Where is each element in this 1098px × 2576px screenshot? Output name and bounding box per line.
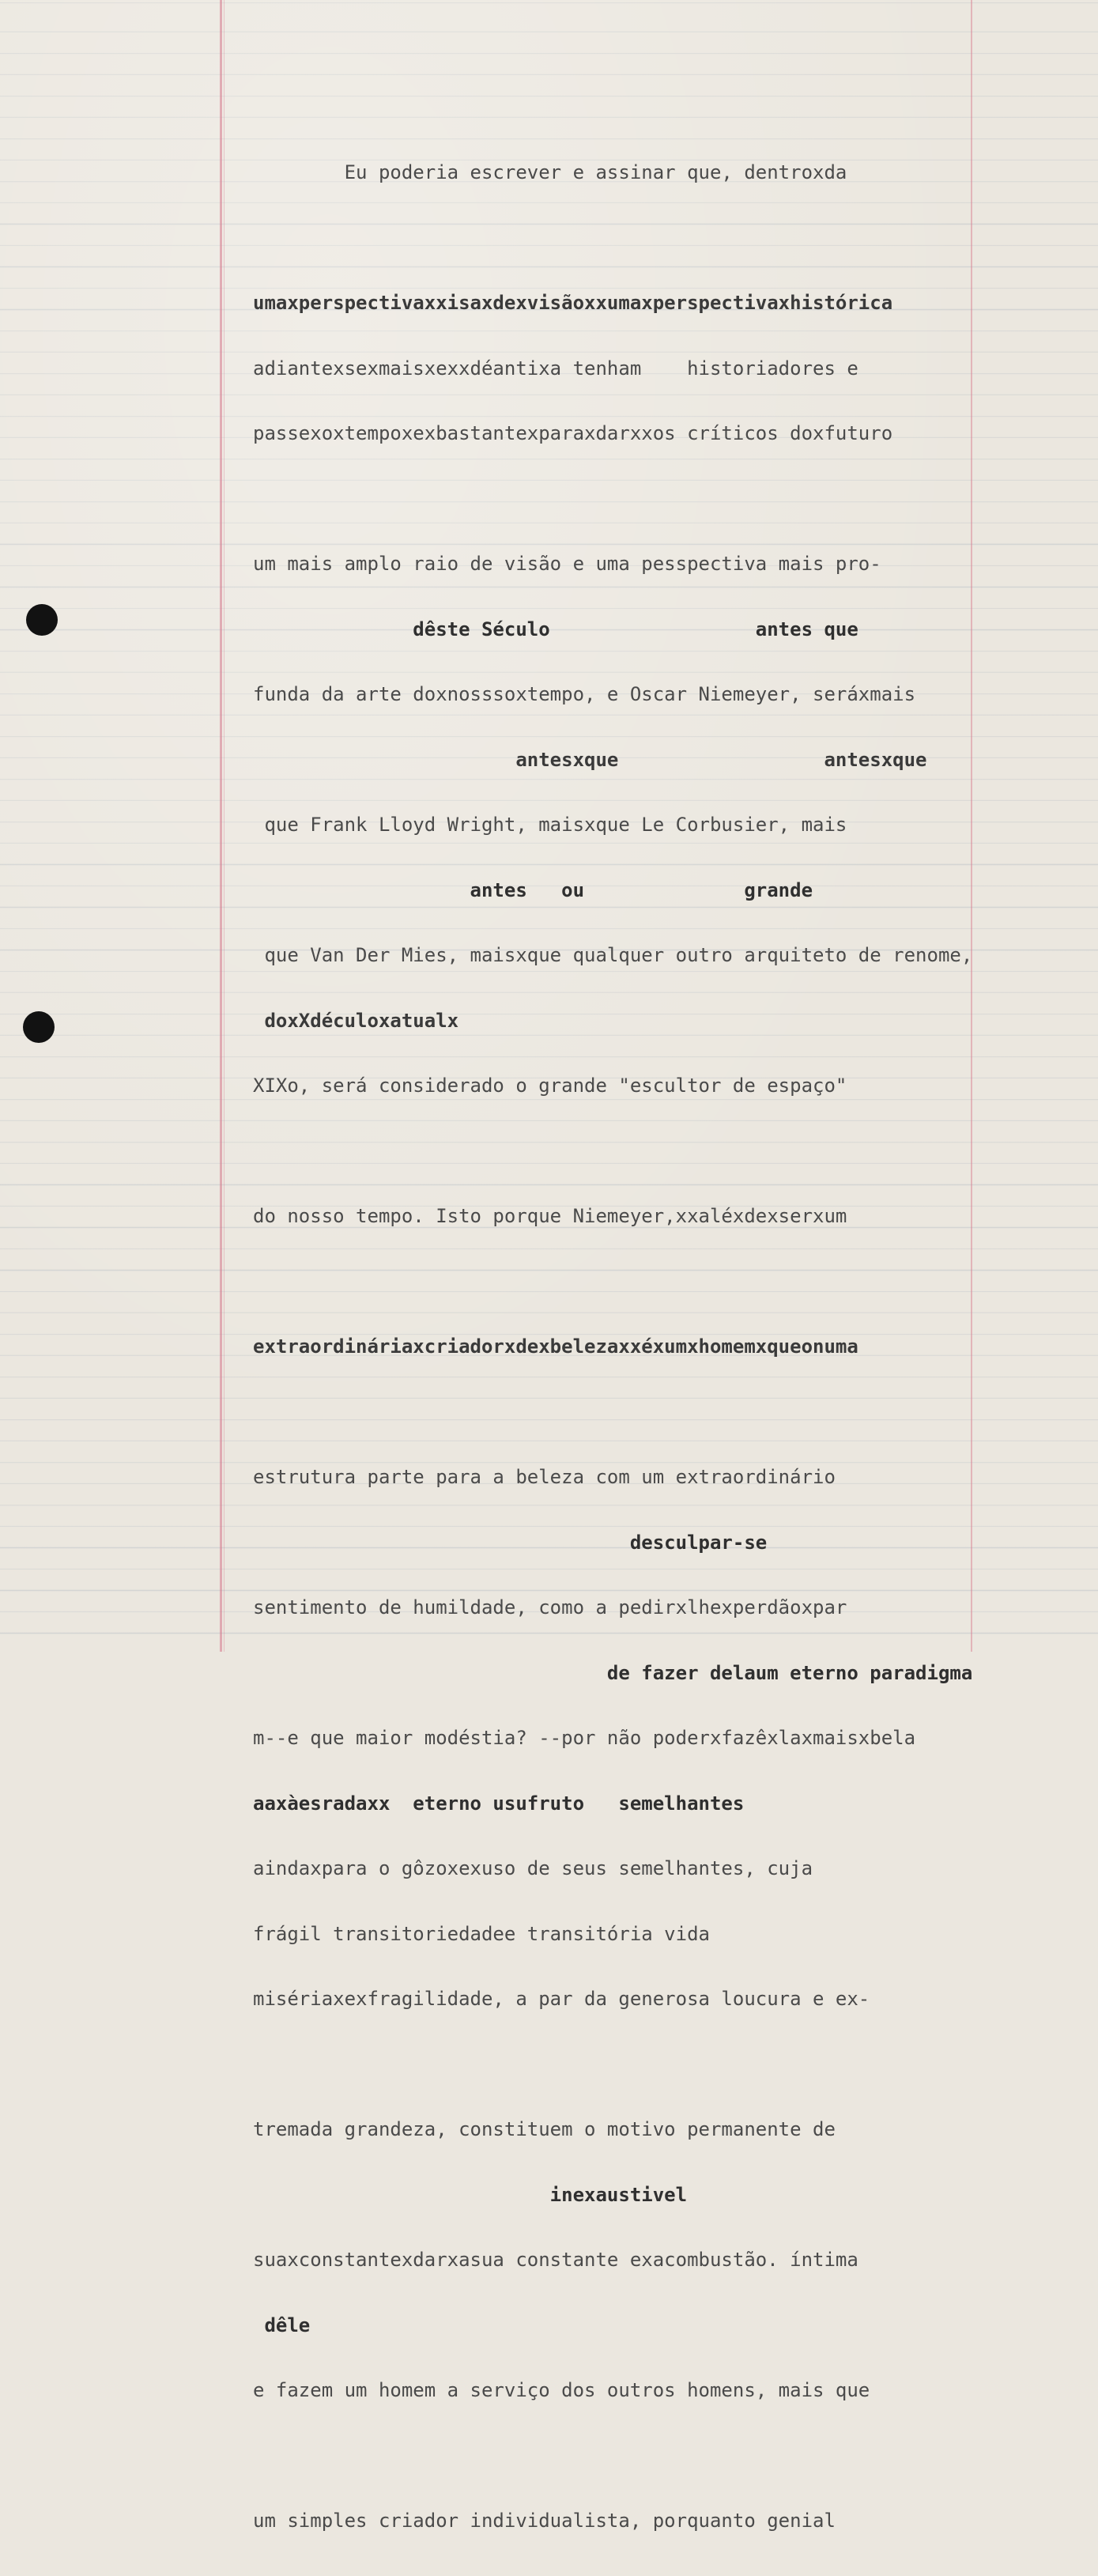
text-line [253,1141,1075,1163]
text-line: tremada grandeza, constituem o motivo permanente de [253,2118,836,2140]
text-line: aaxàesradaxx eterno usufruto semelhantes [253,1792,745,1815]
left-margin-line-secondary [224,0,225,1652]
text-line: do nosso tempo. Isto porque Niemeyer,xxaléxdexserxum [253,1205,847,1227]
text-line [253,489,1075,511]
text-line: dêste Século antes que [253,618,858,640]
text-line: funda da arte doxnosssoxtempo, e Oscar Niemeyer, seráxmais [253,683,916,705]
text-line: sentimento de humildade, como a pedirxlhexperdãoxpar [253,1596,847,1618]
text-line: um mais amplo raio de visão e uma pesspectiva mais pro- [253,553,881,575]
text-line [253,2054,1075,2076]
punch-hole-top [26,604,58,636]
text-line: suaxconstantexdarxasua constante exacombustão. íntima [253,2249,858,2271]
text-line: que Frank Lloyd Wright, maisxque Le Corbusier, mais [253,814,847,836]
text-line: adiantexsexmaisxexxdéantixa tenham historiadores e [253,357,858,380]
text-line: frágil transitoriedadee transitória vida [253,1922,710,1945]
text-line: XIXo, será considerado o grande "escultor de espaço" [253,1075,847,1097]
text-line: estrutura parte para a beleza com um extraordinário [253,1466,836,1488]
text-line [253,1271,1075,1294]
text-line [253,228,1075,250]
left-margin-line [220,0,222,1652]
text-line: dêle [253,2313,311,2336]
text-line: doxXdéculoxatualx [253,1009,459,1032]
text-line: antesxque antesxque [253,748,927,771]
text-line [253,1402,1075,1424]
text-line: extraordináriaxcriadorxdexbelezaxxéxumxhomemxqueonuma [253,1335,858,1358]
text-line: um simples criador individualista, porquanto genial [253,2510,836,2532]
punch-hole-bottom [23,1011,55,1043]
text-line: aindaxpara o gôzoxexuso de seus semelhantes, cuja [253,1857,813,1879]
text-line [253,2446,1075,2468]
typed-text-block [253,119,1075,2576]
text-line: antes ou grande [253,878,813,901]
text-line: passexoxtempoxexbastantexparaxdarxxos críticos doxfuturo [253,422,893,444]
text-line: que Van Der Mies, maisxque qualquer outro arquiteto de renome, [253,944,973,966]
text-line: inexaustivel [253,2183,688,2206]
text-line: m--e que maior modéstia? --por não poderxfazêxlaxmaisxbela [253,1727,916,1749]
text-line: e fazem um homem a serviço dos outros homens, mais que [253,2379,870,2401]
text-line: desculpar-se [253,1531,768,1554]
text-line: de fazer delaum eterno paradigma [253,1661,973,1684]
text-line: Eu poderia escrever e assinar que, dentroxda [253,161,847,183]
text-line: umaxperspectivaxxisaxdexvisãoxxumaxperspectivaxhistórica [253,292,893,314]
text-line: misériaxexfragilidade, a par da generosa loucura e ex- [253,1988,870,2010]
